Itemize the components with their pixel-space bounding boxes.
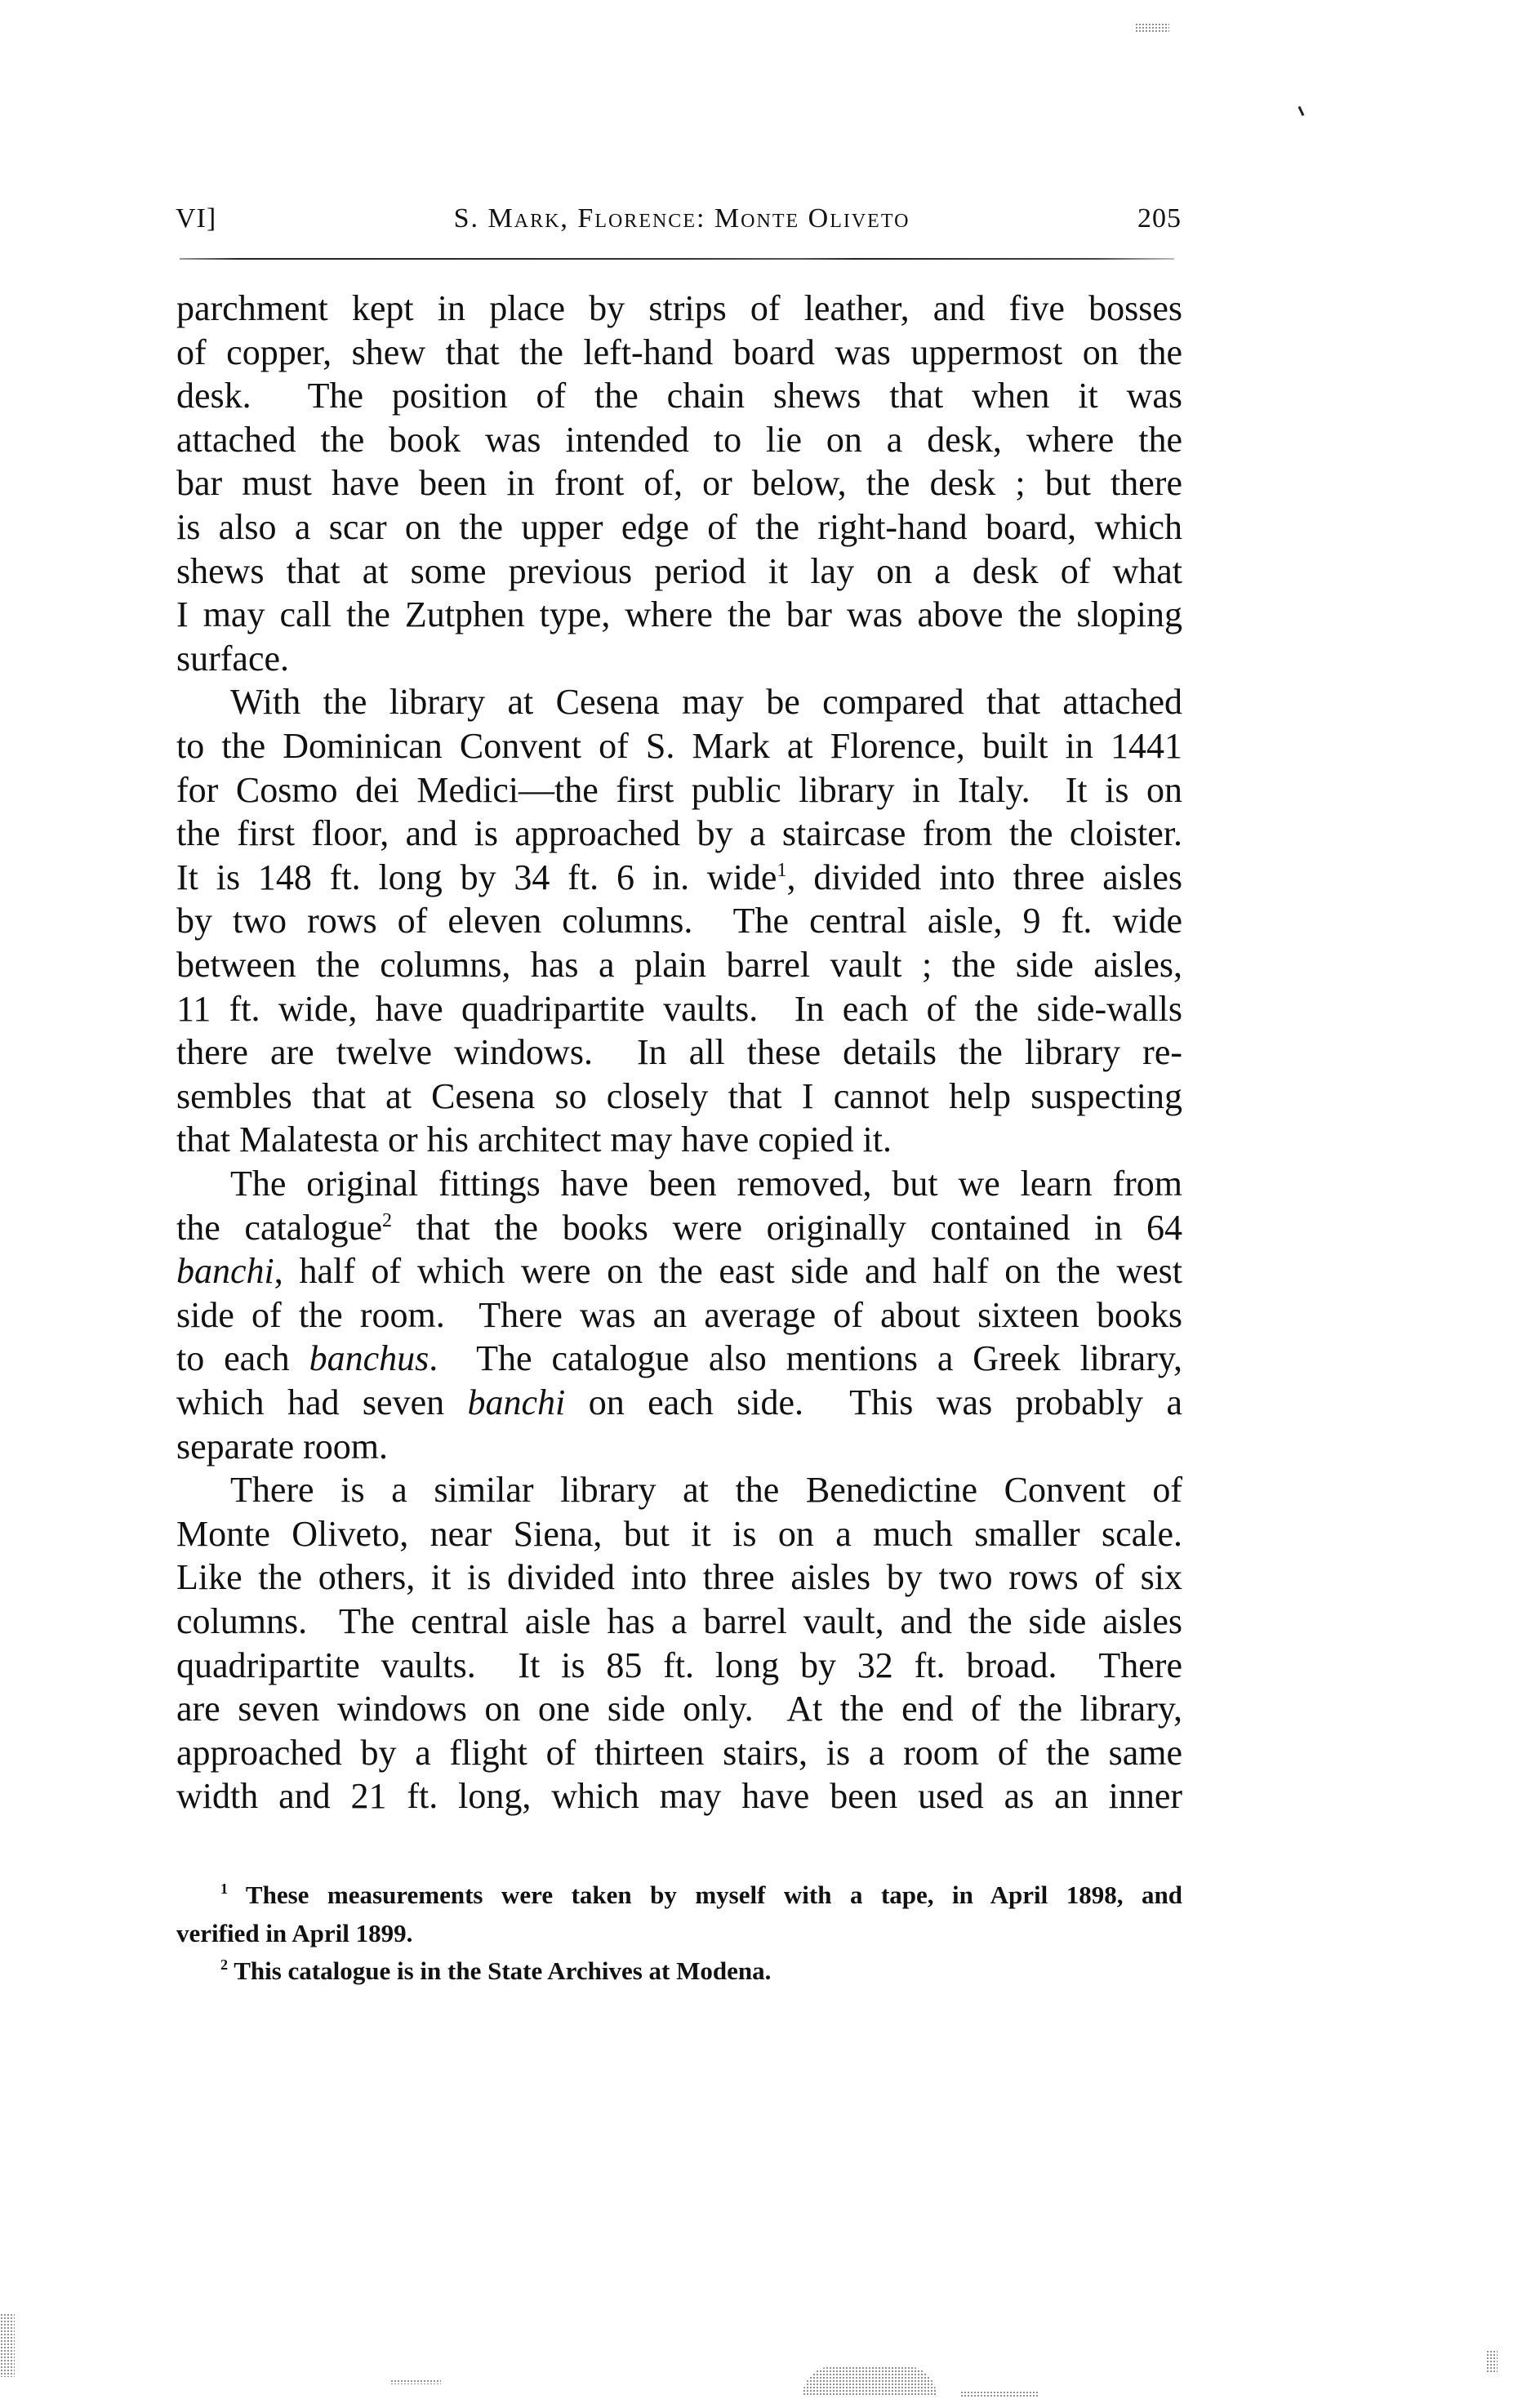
scan-speck-top [1135,23,1169,33]
scan-speck-bottom-dash [960,2391,1039,2397]
body-line [176,1644,1182,1688]
scan-mark-top-right [1298,106,1305,116]
body-line [176,505,1182,550]
text-run: that Malatesta or his architect may have copied it. [176,1119,892,1160]
text-run: between the columns, has a plain barrel vault ; the side aisles, [176,945,1182,985]
text-run: the catalogue [176,1207,382,1248]
footnotes-line [176,1876,1182,1914]
text-run: 11 ft. wide, have quadripartite vaults. In each of the side-walls [176,988,1182,1029]
footnotes-line [176,1915,1182,1952]
text-run: quadripartite vaults. It is 85 ft. long by 32 ft. broad. There [176,1645,1182,1685]
body-line [176,768,1182,812]
text-run: , divided into three aisles [786,857,1182,897]
body-line [176,1075,1182,1119]
text-run: separate room. [176,1426,388,1467]
body-line [176,1118,1182,1162]
scan-speck-left-edge [0,2313,15,2377]
body-line [176,418,1182,462]
text-run: Like the others, it is divided into three aisles by two rows of six [176,1557,1182,1598]
body-line [176,943,1182,987]
text-run: desk. The position of the chain shews that when it was [176,376,1182,416]
text-run: approached by a flight of thirteen stairs, is a room of the same [176,1732,1182,1773]
body-line [176,856,1182,900]
body-line [176,1381,1182,1425]
text-run: by two rows of eleven columns. The central aisle, 9 ft. wide [176,901,1182,941]
body-line [176,1468,1182,1512]
text-run: the first floor, and is approached by a staircase from the cloister. [176,813,1182,854]
text-run: . The catalogue also mentions a Greek library, [429,1338,1183,1379]
body-line [176,550,1182,594]
text-run: columns. The central aisle has a barrel vault, and the side aisles [176,1601,1182,1641]
text-run: sembles that at Cesena so closely that I cannot help suspecting [176,1075,1182,1116]
body-line [176,331,1182,375]
text-run: to the Dominican Convent of S. Mark at Florence, built in 1441 [176,726,1182,766]
text-run: on each side. This was probably a [565,1382,1182,1422]
text-run: that the books were originally contained in 64 [392,1207,1183,1248]
body-line [176,1774,1182,1818]
footnote-marker: 1 [777,859,787,881]
text-run: This catalogue is in the State Archives at Modena. [228,1956,772,1985]
text-run: I may call the Zutphen type, where the bar was above the sloping [176,594,1182,635]
text-run: Monte Oliveto, near Siena, but it is on a much smaller scale. [176,1513,1182,1554]
text-run: With the library at Cesena may be compared that attached [230,682,1182,723]
italic-term: banchus [309,1338,430,1379]
text-run: attached the book was intended to lie on a desk, where the [176,419,1182,460]
footnotes-line [176,1952,1182,1990]
italic-term: banchi [467,1382,566,1422]
text-run: parchment kept in place by strips of leather, and five bosses [176,288,1182,328]
italic-term: banchi [176,1251,274,1292]
scan-speck-right-edge [1486,2350,1498,2373]
text-run: is also a scar on the upper edge of the right-hand board, which [176,507,1182,547]
text-run: for Cosmo dei Medici—the first public library in Italy. It is on [176,769,1182,810]
running-title: S. Mark, Florence: Monte Oliveto [453,203,910,234]
text-run: are seven windows on one side only. At the end of the library, [176,1689,1182,1729]
body-line [176,374,1182,418]
text-run: of copper, shew that the left-hand board was uppermost on the [176,332,1182,372]
body-line [176,899,1182,943]
body-line [176,461,1182,505]
body-line [176,1206,1182,1250]
footnote-marker: 2 [382,1209,392,1231]
body-line [176,1293,1182,1338]
body-line [176,287,1182,331]
body-line [176,1425,1182,1469]
text-run: to each [176,1338,309,1379]
scan-speck-bottom-center [803,2366,937,2396]
text-run: shews that at some previous period it lay on a desk of what [176,550,1182,591]
footnote-marker: 1 [220,1881,228,1897]
body-line [176,637,1182,681]
body-line [176,1687,1182,1731]
body-line [176,1512,1182,1556]
scan-speck-bottom-left [390,2379,441,2384]
text-run: side of the room. There was an average of about sixteen books [176,1294,1182,1335]
body-line [176,1162,1182,1206]
body-line [176,1556,1182,1600]
body-line [176,1731,1182,1775]
chapter-number: VI] [176,203,217,234]
body-line [176,1600,1182,1644]
body-line [176,987,1182,1031]
body-line [176,1030,1182,1075]
text-run: These measurements were taken by myself with a tape, in April 1898, and [228,1881,1182,1909]
body-line [176,1249,1182,1293]
footnote-marker: 2 [220,1956,228,1973]
body-line [176,680,1182,724]
text-run: surface. [176,638,290,679]
body-line [176,1337,1182,1381]
text-run: The original fittings have been removed, but we learn from [230,1164,1182,1204]
text-run: It is 148 ft. long by 34 ft. 6 in. wide [176,857,777,897]
body-line [176,593,1182,637]
body-line [176,812,1182,856]
text-run: which had seven [176,1382,468,1422]
text-run: there are twelve windows. In all these details the library re- [176,1032,1182,1073]
header-rule [180,258,1174,260]
text-run: bar must have been in front of, or below, the desk ; but there [176,463,1182,504]
text-run: width and 21 ft. long, which may have been used as an inner [176,1776,1182,1817]
body-line [176,724,1182,768]
page-number: 205 [1137,203,1182,234]
text-run: There is a similar library at the Benedictine Convent of [230,1470,1182,1511]
text-run: verified in April 1899. [176,1918,413,1947]
running-head [176,203,1182,235]
text-run: , half of which were on the east side and half on the west [274,1251,1182,1292]
